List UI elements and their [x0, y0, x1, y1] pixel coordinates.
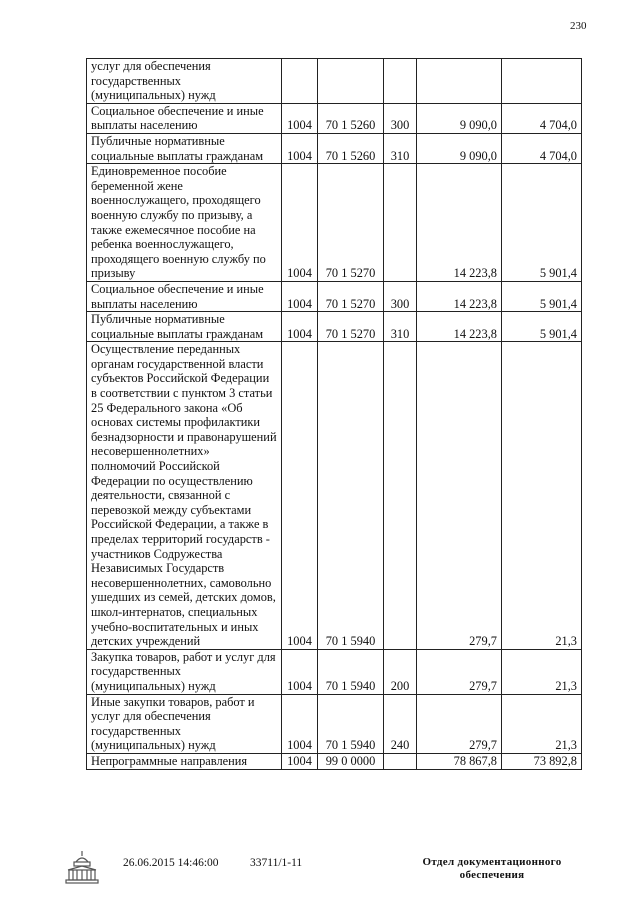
row-target-code-cell: 70 1 5270 — [318, 312, 384, 342]
row-target-code-cell: 99 0 0000 — [318, 753, 384, 769]
row-sum-executed-cell: 4 704,0 — [502, 103, 582, 133]
row-section-cell: 1004 — [282, 342, 318, 649]
row-name-cell: Социальное обеспечение и иные выплаты населению — [87, 103, 282, 133]
row-section-cell: 1004 — [282, 753, 318, 769]
row-name-cell: Социальное обеспечение и иные выплаты населению — [87, 281, 282, 311]
table-row — [87, 281, 582, 311]
row-section-cell: 1004 — [282, 164, 318, 282]
row-target-code-cell: 70 1 5270 — [318, 164, 384, 282]
row-sum-approved-cell: 78 867,8 — [417, 753, 502, 769]
row-sum-executed-cell: 5 901,4 — [502, 312, 582, 342]
row-sum-executed-cell: 4 704,0 — [502, 133, 582, 163]
row-expense-type-cell — [384, 342, 417, 649]
row-sum-executed-cell: 73 892,8 — [502, 753, 582, 769]
row-target-code-cell: 70 1 5260 — [318, 103, 384, 133]
row-sum-approved-cell: 279,7 — [417, 649, 502, 694]
row-name-cell: Закупка товаров, работ и услуг для государственных (муниципальных) нужд — [87, 649, 282, 694]
row-section-cell: 1004 — [282, 103, 318, 133]
footer-department: Отдел документационного обеспечения — [422, 856, 562, 881]
row-target-code-cell: 70 1 5940 — [318, 649, 384, 694]
table-row — [87, 342, 582, 649]
row-sum-approved-cell: 279,7 — [417, 342, 502, 649]
table-row — [87, 753, 582, 769]
row-expense-type-cell — [384, 753, 417, 769]
table-row — [87, 59, 582, 104]
row-sum-executed-cell: 5 901,4 — [502, 164, 582, 282]
row-sum-approved-cell: 279,7 — [417, 694, 502, 753]
budget-table-body — [87, 59, 582, 770]
row-section-cell — [282, 59, 318, 104]
duma-building-icon — [62, 848, 102, 888]
row-sum-approved-cell: 14 223,8 — [417, 312, 502, 342]
row-target-code-cell — [318, 59, 384, 104]
row-sum-approved-cell: 14 223,8 — [417, 281, 502, 311]
row-section-cell: 1004 — [282, 281, 318, 311]
row-target-code-cell: 70 1 5940 — [318, 342, 384, 649]
row-name-cell: Публичные нормативные социальные выплаты гражданам — [87, 133, 282, 163]
row-expense-type-cell: 310 — [384, 312, 417, 342]
table-row — [87, 164, 582, 282]
row-sum-executed-cell — [502, 59, 582, 104]
row-section-cell: 1004 — [282, 649, 318, 694]
row-sum-executed-cell: 21,3 — [502, 342, 582, 649]
page-number: 230 — [570, 20, 587, 32]
row-expense-type-cell: 300 — [384, 103, 417, 133]
row-name-cell: услуг для обеспечения государственных (муниципальных) нужд — [87, 59, 282, 104]
row-expense-type-cell: 310 — [384, 133, 417, 163]
table-row — [87, 694, 582, 753]
budget-table — [86, 58, 582, 770]
row-sum-executed-cell: 21,3 — [502, 694, 582, 753]
row-expense-type-cell: 240 — [384, 694, 417, 753]
table-row — [87, 103, 582, 133]
row-sum-approved-cell: 14 223,8 — [417, 164, 502, 282]
row-sum-executed-cell: 5 901,4 — [502, 281, 582, 311]
row-sum-approved-cell: 9 090,0 — [417, 133, 502, 163]
row-expense-type-cell: 300 — [384, 281, 417, 311]
footer-doc-number: 33711/1-11 — [250, 857, 303, 869]
row-target-code-cell: 70 1 5270 — [318, 281, 384, 311]
row-sum-approved-cell: 9 090,0 — [417, 103, 502, 133]
row-name-cell: Осуществление переданных органам государственной власти субъектов Российской Федерации в соответствии с пунктом 3 статьи 25 Федерального закона «Об основах системы профилактики безнадзорности и правонарушений несовершеннолетних» полномочий Российской Федерации по осуществлению деятельности, связанной с перевозкой между субъектами Российской Федерации, а также в пределах территорий государств - участников Содружества Независимых Государств несовершеннолетних, самовольно ушедших из семей, детских домов, школ-интернатов, специальных учебно-воспитательных и иных детских учреждений — [87, 342, 282, 649]
row-expense-type-cell — [384, 59, 417, 104]
table-row — [87, 649, 582, 694]
row-name-cell: Непрограммные направления — [87, 753, 282, 769]
row-sum-executed-cell: 21,3 — [502, 649, 582, 694]
table-row — [87, 133, 582, 163]
row-sum-approved-cell — [417, 59, 502, 104]
footer-date: 26.06.2015 14:46:00 — [123, 857, 219, 869]
row-section-cell: 1004 — [282, 312, 318, 342]
row-target-code-cell: 70 1 5260 — [318, 133, 384, 163]
row-target-code-cell: 70 1 5940 — [318, 694, 384, 753]
row-expense-type-cell: 200 — [384, 649, 417, 694]
row-section-cell: 1004 — [282, 133, 318, 163]
row-expense-type-cell — [384, 164, 417, 282]
row-name-cell: Единовременное пособие беременной жене военнослужащего, проходящего военную службу по призыву, а также ежемесячное пособие на ребенка военнослужащего, проходящего военную службу по призыву — [87, 164, 282, 282]
row-name-cell: Публичные нормативные социальные выплаты гражданам — [87, 312, 282, 342]
row-section-cell: 1004 — [282, 694, 318, 753]
table-row — [87, 312, 582, 342]
row-name-cell: Иные закупки товаров, работ и услуг для обеспечения государственных (муниципальных) нужд — [87, 694, 282, 753]
